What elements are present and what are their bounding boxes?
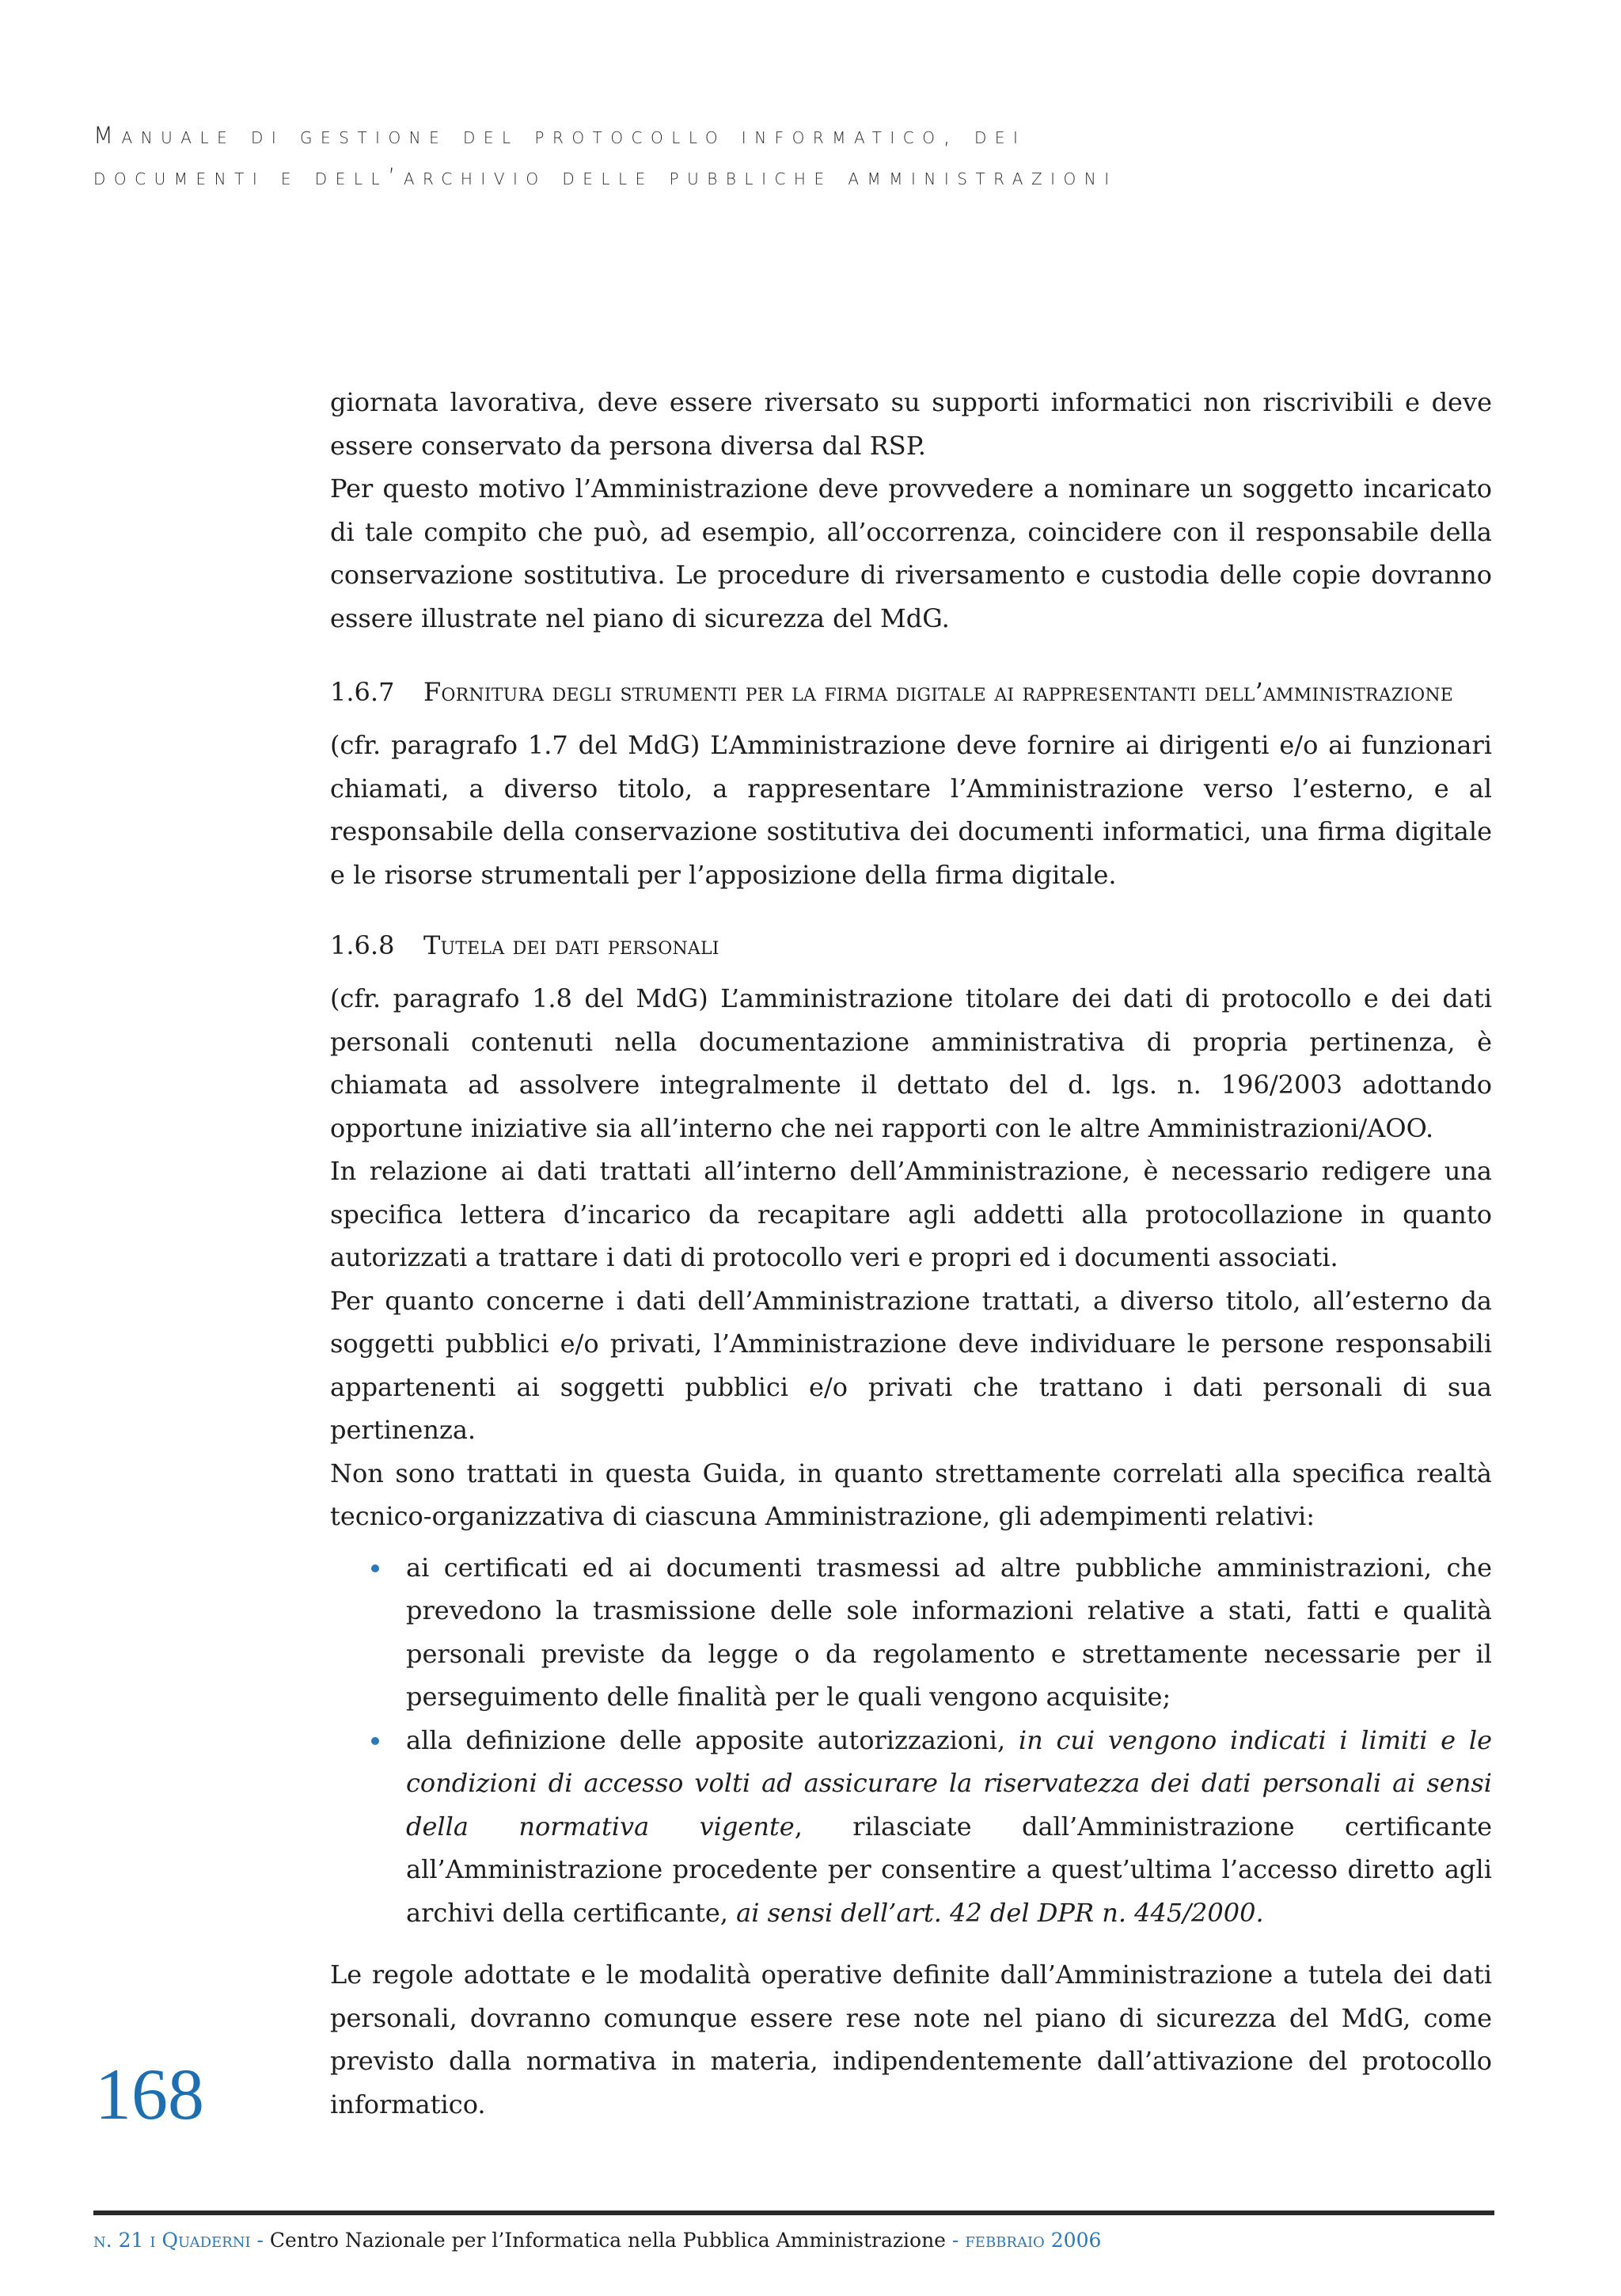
bullet-text: , rilasciate dall’Amministrazione certificante all’Amministrazione procedente per consentire a quest’ultima l’accesso diretto agli archivi della certificante, [406,1811,1493,1928]
bullet-text: ai certificati ed ai documenti trasmessi ad altre pubbliche amministrazioni, che prevedono la trasmissione delle sole informazioni relative a stati, fatti e qualità personali previste da legge o da regolamento e strettamente necessarie per il perseguimento delle finalità per le quali vengono acquisite; [406,1552,1492,1712]
footer-publisher: Centro Nazionale per l’Informatica nella Pubblica Amministrazione [269,2229,946,2252]
section-title: Fornitura degli strumenti per la firma digitale ai rappresentanti dell’amministrazione [423,677,1454,707]
section-number: 1.6.8 [330,930,395,960]
footer-series: n. 21 i Quaderni [93,2229,251,2252]
body-paragraph: In relazione ai dati trattati all’interno dell’Amministrazione, è necessario redigere una specifica lettera d’incarico da recapitare agli addetti alla protocollazione in quanto autorizzati a trattare i dati di protocollo veri e propri ed i documenti associati. [330,1156,1492,1272]
section-number: 1.6.7 [330,677,395,707]
footer-divider [93,2210,1494,2215]
body-paragraph: Per questo motivo l’Amministrazione deve provvedere a nominare un soggetto incaricato di tale compito che può, ad esempio, all’occorrenza, coincidere con il responsabile della conservazione sostitutiva. Le procedure di riversamento e custodia delle copie dovranno essere illustrate nel piano di sicurezza del MdG. [330,473,1492,633]
body-paragraph: Per quanto concerne i dati dell’Amministrazione trattati, a diverso titolo, all’esterno da soggetti pubblici e/o privati, l’Amministrazione deve individuare le persone responsabili appartenenti ai soggetti pubblici e/o privati che trattano i dati personali di sua pertinenza. [330,1285,1492,1445]
list-item [406,1546,1492,1719]
bullet-text: alla definizione delle apposite autorizzazioni, [406,1724,1019,1755]
footer-separator: - [250,2229,270,2252]
closing-paragraph: Le regole adottate e le modalità operative definite dall’Amministrazione a tutela dei dati personali, dovranno comunque essere rese note nel piano di sicurezza del MdG, come previsto dalla normativa in materia, indipendentemente dall’attivazione del protocollo informatico. [330,1960,1492,2119]
section-title: Tutela dei dati personali [423,930,719,960]
bullet-list [330,1546,1492,1935]
running-header-line-2: documenti e dell’archivio delle pubbliche amministrazioni [93,163,1118,190]
body-paragraph: Non sono trattati in questa Guida, in quanto strettamente correlati alla specifica realtà tecnico-organizzativa di ciascuna Amministrazione, gli adempimenti relativi: [330,1458,1492,1531]
list-item [406,1719,1492,1935]
section-heading-1-6-7 [330,671,1492,713]
body-paragraph: (cfr. paragrafo 1.7 del MdG) L’Amministrazione deve fornire ai dirigenti e/o ai funzionari chiamati, a diverso titolo, a rappresentare l’Amministrazione verso l’esterno, e al responsabile della conservazione sostitutiva dei documenti informatici, una firma digitale e le risorse strumentali per l’apposizione della firma digitale. [330,730,1492,890]
body-paragraph: giornata lavorativa, deve essere riversato su supporti informatici non riscrivibili e deve essere conservato da persona diversa dal RSP. [330,387,1492,461]
footer-separator: - [945,2229,966,2252]
bullet-italic-text: in cui vengono indicati i limiti e le condizioni di accesso volti ad assicurare la riservatezza dei dati personali ai sensi della normativa vigente [406,1724,1493,1842]
section-heading-1-6-8 [330,925,1492,966]
page-body [330,381,1492,2126]
page-footer [93,2225,1518,2256]
footer-date: febbraio 2006 [965,2229,1102,2252]
running-header [93,115,1518,197]
body-paragraph: (cfr. paragrafo 1.8 del MdG) L’amministrazione titolare dei dati di protocollo e dei dati personali contenuti nella documentazione amministrativa di propria pertinenza, è chiamata ad assolvere integralmente il dettato del d. lgs. n. 196/2003 adottando opportune iniziative sia all’interno che nei rapporti con le altre Amministrazioni/AOO. [330,983,1492,1143]
bullet-italic-text: ai sensi dell’art. 42 del DPR n. 445/2000. [736,1897,1264,1928]
page-number: 168 [95,2054,204,2134]
running-header-line-1: Manuale di gestione del protocollo informatico, dei [93,122,1027,149]
